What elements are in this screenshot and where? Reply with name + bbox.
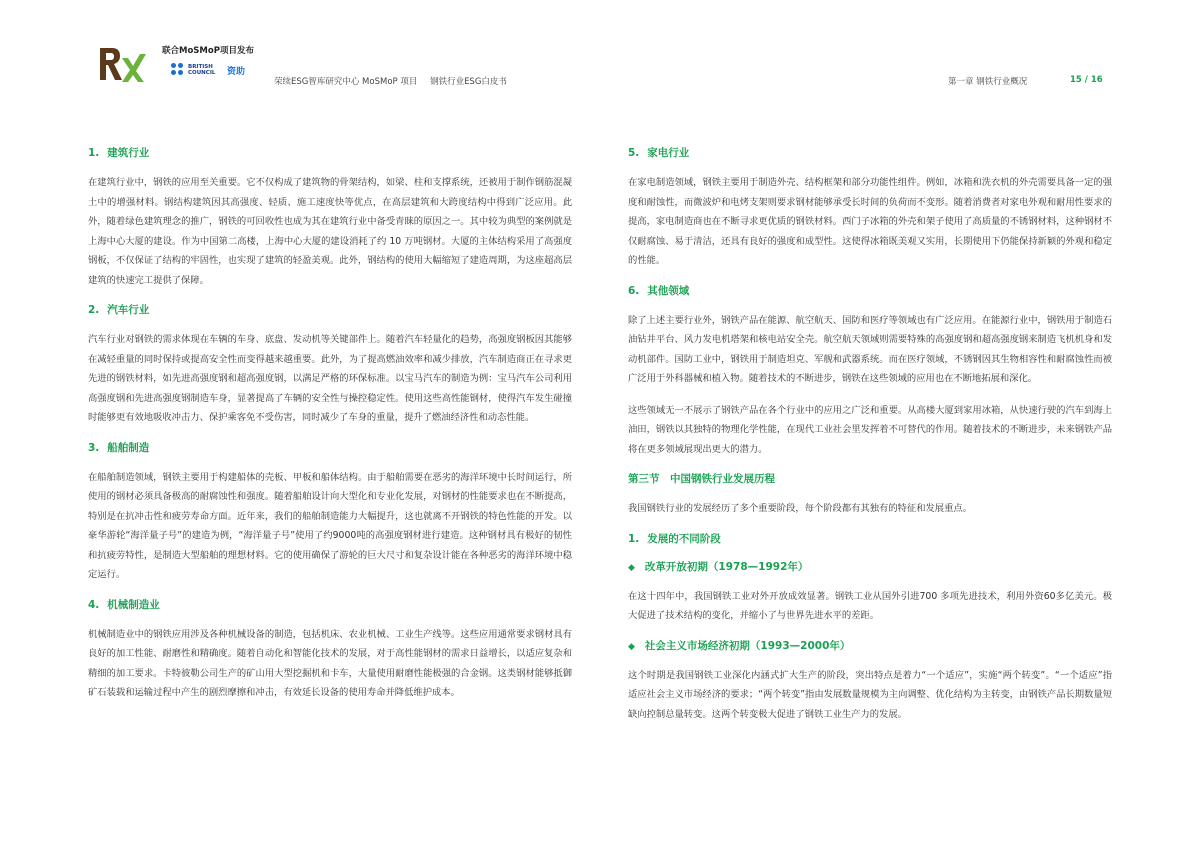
section-title: 船舶制造 [107, 441, 150, 454]
section-title: 其他领域 [647, 284, 690, 297]
section-heading [88, 145, 572, 161]
left-column [88, 145, 572, 715]
paragraph: 在家电制造领域，钢铁主要用于制造外壳、结构框架和部分功能性组件。例如，冰箱和洗衣机的外壳需要具备一定的强度和耐蚀性，而微波炉和电烤支架则要求钢材能够承受长时间的负荷而不变形。随着消费者对家电外观和耐用性要求的提高，家电制造商也在不断寻求更优质的钢铁材料。西门子冰箱的外壳和架子使用了高质量的不锈钢材料，这种钢材不仅耐腐蚀、易于清洁，还具有良好的强度和成型性。这使得冰箱既美观又实用，长期使用下仍能保持新颖的外观和稳定的性能。 [628, 177, 1112, 266]
paragraph: 在这十四年中，我国钢铁工业对外开放成效显著。钢铁工业从国外引进700 多项先进技术，利用外资60多亿美元。极大促进了技术结构的变化，并缩小了与世界先进水平的差距。 [628, 590, 1112, 621]
british-council-logo [171, 63, 245, 77]
british-council-dots-icon [171, 63, 185, 77]
paragraph: 这些领域无一不展示了钢铁产品在各个行业中的应用之广泛和重要。从高楼大厦到家用冰箱，从快速行驶的汽车到海上油田，钢铁以其独特的物理化学性能，在现代工业社会里发挥着不可替代的作用。随着技术的不断进步，未来钢铁产品将在更多领域展现出更大的潜力。 [628, 404, 1112, 455]
paragraph: 机械制造业中的钢铁应用涉及各种机械设备的制造，包括机床、农业机械、工业生产线等。这些应用通常要求钢材具有良好的加工性能、耐磨性和精确度。随着自动化和智能化技术的发展，对于高性能钢材的需求日益增长，以适应复杂和精细的加工要求。卡特彼勒公司生产的矿山用大型挖掘机和卡车，大量使用耐磨性能极强的合金钢。这类钢材能够抵御矿石装载和运输过程中产生的剧烈摩擦和冲击，有效延长设备的使用寿命并降低维护成本。 [88, 628, 572, 698]
breadcrumb [274, 75, 517, 87]
section-heading [88, 440, 572, 456]
section-number: 1. [88, 147, 100, 159]
section-title: 机械制造业 [107, 598, 160, 611]
section-title: 发展的不同阶段 [647, 532, 721, 545]
chapter-title: 第一章 钢铁行业概况 [948, 77, 1028, 87]
page-number: 15 / 16 [1070, 75, 1103, 85]
paragraph: 除了上述主要行业外，钢铁产品在能源、航空航天、国防和医疗等领域也有广泛应用。在能源行业中，钢铁用于制造石油钻井平台、风力发电机塔架和核电站安全壳。航空航天领域则需要特殊的高强度钢和超高强度钢来制造飞机机身和发动机部件。国防工业中，钢铁用于制造坦克、军舰和武器系统。而在医疗领域，不锈钢因其生物相容性和耐腐蚀性而被广泛用于外科器械和植入物。随着技术的不断进步，钢铁在这些领域的应用也在不断地拓展和深化。 [628, 314, 1112, 384]
section-heading [88, 597, 572, 613]
right-column [628, 145, 1112, 736]
paragraph: 我国钢铁行业的发展经历了多个重要阶段，每个阶段都有其独有的特征和发展重点。 [628, 503, 972, 514]
rx-logo-icon [98, 44, 146, 84]
section-title: 汽车行业 [107, 304, 150, 316]
section-number: 1. [628, 532, 640, 545]
section-title: 建筑行业 [107, 147, 150, 159]
section-title: 家电行业 [647, 147, 690, 159]
breadcrumb-item: 钢铁行业ESG白皮书 [430, 77, 507, 87]
paragraph: 在建筑行业中，钢铁的应用至关重要。它不仅构成了建筑物的骨架结构，如梁、柱和支撑系统，还被用于制作钢筋混凝土中的增强材料。钢结构建筑因其高强度、轻质、施工速度快等优点，在高层建筑和大跨度结构中得到广泛应用。此外，随着绿色建筑理念的推广，钢铁的可回收性也成为其在建筑行业中备受青睐的原因之一。其中较为典型的案例就是上海中心大厦的建设。作为中国第二高楼，上海中心大厦的建设消耗了约 10 万吨钢材。大厦的主体结构采用了高强度钢板，不仅保证了结构的牢固性，也实现了建筑的轻盈美观。此外，钢结构的使用大幅缩短了建造周期，为这座超高层建筑的快速完工提供了保障。 [88, 177, 572, 286]
joint-release-label: 联合MoSMoP项目发布 [162, 46, 254, 56]
section-number: 6. [628, 284, 640, 297]
section-number: 2. [88, 304, 100, 316]
funded-label: 资助 [227, 66, 246, 77]
chapter-section-heading: 第三节 中国钢铁行业发展历程 [628, 473, 775, 485]
section-number: 3. [88, 441, 100, 454]
stage-heading [628, 638, 1112, 654]
paragraph: 汽车行业对钢铁的需求体现在车辆的车身、底盘、发动机等关键部件上。随着汽车轻量化的趋势，高强度钢板因其能够在减轻重量的同时保持或提高安全性而变得越来越重要。此外，为了提高燃油效率和减少排放，汽车制造商正在寻求更先进的钢铁材料，如先进高强度钢和超高强度钢，以满足严格的环保标准。以宝马汽车的制造为例：宝马汽车公司利用高强度钢和先进高强度钢制造车身，显著提高了车辆的安全性与操控稳定性。使用这些高性能钢材，使得汽车发生碰撞时能够更有效地吸收冲击力、保护乘客免不受伤害，同时减少了车身的重量，提升了燃油经济性和动态性能。 [88, 334, 572, 423]
section-heading [628, 531, 1112, 547]
diamond-bullet-icon: ◆ [628, 641, 635, 652]
section-number: 5. [628, 147, 640, 159]
paragraph: 这个时期是我国钢铁工业深化内涵式扩大生产的阶段，突出特点是着力“一个适应”，实施“两个转变”。“一个适应”指适应社会主义市场经济的要求；“两个转变”指由发展数量规模为主向调整、优化结构为主转变，由钢铁产品长期数量短缺向控制总量转变。这两个转变极大促进了钢铁工业生产力的发展。 [628, 669, 1112, 720]
stage-heading [628, 559, 1112, 575]
section-heading [628, 145, 1112, 161]
section-heading [88, 302, 572, 318]
paragraph: 在船舶制造领域，钢铁主要用于构建船体的壳板、甲板和船体结构。由于船舶需要在恶劣的海洋环境中长时间运行，所使用的钢材必须具备极高的耐腐蚀性和强度。随着船舶设计向大型化和专业化发展，对钢材的性能要求也在不断提高，特别是在抗冲击性和疲劳寿命方面。近年来，我们的船舶制造能力大幅提升，这也就离不开钢铁的特色性能的开发。以豪华游轮“海洋量子号”的建造为例，“海洋量子号”使用了约9000吨的高强度钢材进行建造。这种钢材具有极好的韧性和抗疲劳特性，是制造大型船舶的理想材料。它的使用确保了游轮的巨大尺寸和复杂设计能在各种恶劣的海洋环境中稳定运行。 [88, 471, 572, 580]
section-number: 4. [88, 598, 100, 611]
stage-title: 改革开放初期（1978—1992年） [644, 560, 809, 573]
breadcrumb-item: 荣续ESG智库研究中心 MoSMoP 项目 [274, 77, 418, 87]
diamond-bullet-icon: ◆ [628, 562, 635, 573]
section-heading [628, 283, 1112, 299]
stage-title: 社会主义市场经济初期（1993—2000年） [644, 639, 851, 652]
page-header [0, 0, 1200, 100]
british-council-name: BRITISH COUNCIL [188, 64, 216, 76]
